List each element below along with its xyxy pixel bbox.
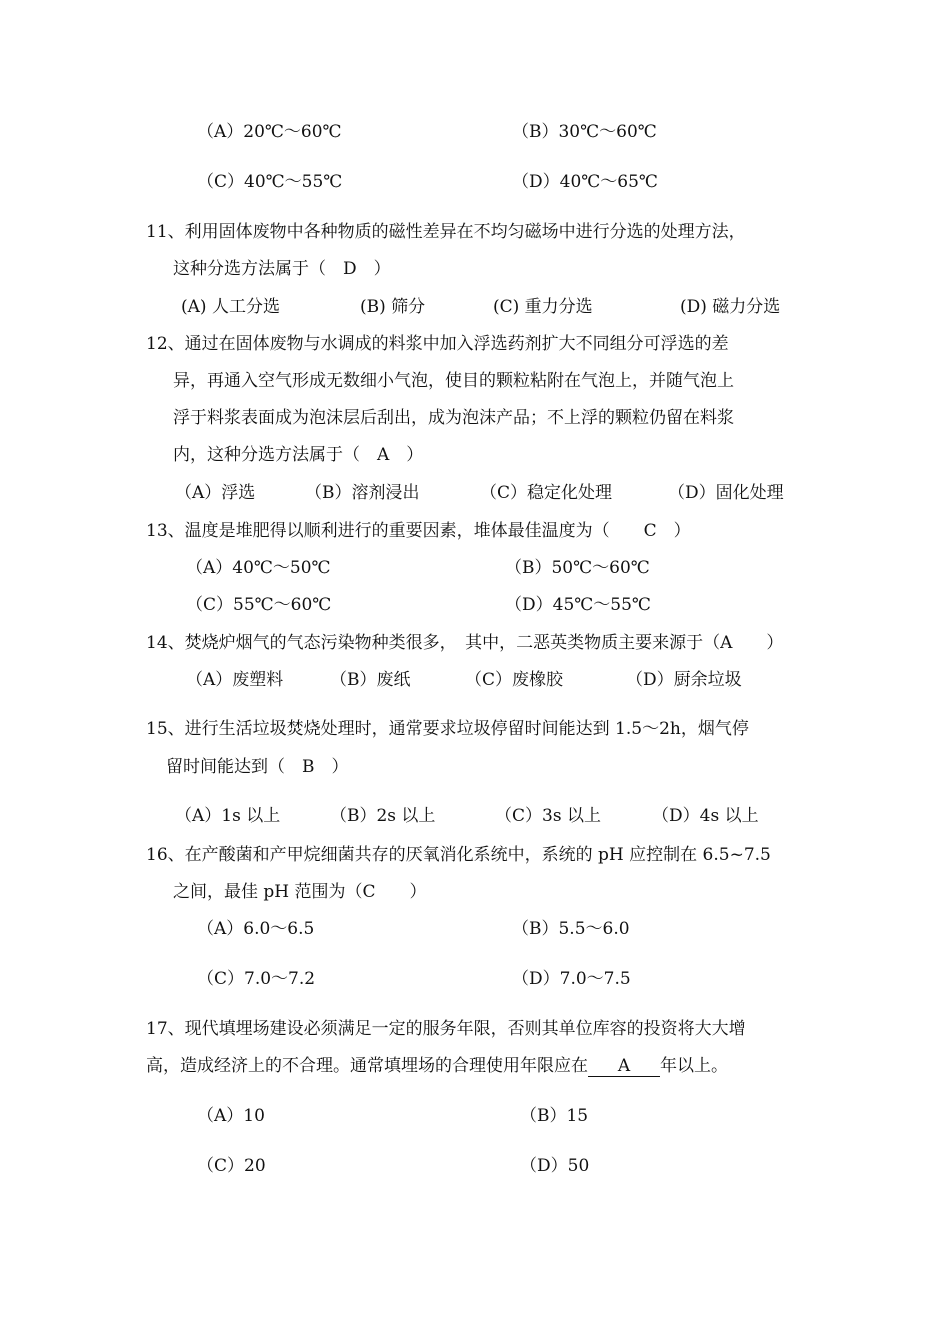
q17-text-line-1: 17、现代填埋场建设必须满足一定的服务年限，否则其单位库容的投资将大大增	[146, 1019, 746, 1039]
q13-option-a: （A）40℃～50℃	[186, 558, 331, 578]
q17-answer-blank: A	[588, 1056, 660, 1077]
q15-text-line-2: 留时间能达到（ B ）	[166, 757, 349, 777]
q14-option-a: （A）废塑料	[186, 670, 284, 690]
q10-option-d: （D）40℃～65℃	[512, 172, 658, 192]
q12-text-line-3: 浮于料浆表面成为泡沫层后刮出，成为泡沫产品；不上浮的颗粒仍留在料浆	[173, 408, 734, 428]
q12-option-a: （A）浮选	[175, 483, 256, 503]
q15-option-c: （C）3s 以上	[495, 806, 601, 826]
q10-option-a: （A）20℃～60℃	[197, 122, 342, 142]
q16-option-c: （C）7.0～7.2	[197, 969, 316, 989]
q11-option-a: (A) 人工分选	[181, 297, 280, 317]
q14-option-b: （B）废纸	[330, 670, 411, 690]
q17-option-b: （B）15	[520, 1106, 589, 1126]
q12-text-line-4: 内，这种分选方法属于（ A ）	[173, 445, 424, 465]
q10-option-c: （C）40℃～55℃	[197, 172, 343, 192]
q15-option-b: （B）2s 以上	[330, 806, 436, 826]
q15-text-line-1: 15、进行生活垃圾焚烧处理时，通常要求垃圾停留时间能达到 1.5～2h，烟气停	[146, 719, 749, 739]
q16-option-b: （B）5.5～6.0	[512, 919, 630, 939]
q16-text-line-1: 16、在产酸菌和产甲烷细菌共存的厌氧消化系统中，系统的 pH 应控制在 6.5~7.5	[146, 845, 771, 865]
q15-option-d: （D）4s 以上	[652, 806, 759, 826]
q10-option-b: （B）30℃～60℃	[512, 122, 657, 142]
q17-option-a: （A）10	[197, 1106, 265, 1126]
q11-text-line-1: 11、利用固体废物中各种物质的磁性差异在不均匀磁场中进行分选的处理方法，	[146, 222, 746, 242]
q17-text-line-2	[146, 1054, 728, 1078]
q13-option-b: （B）50℃～60℃	[505, 558, 650, 578]
q12-text-line-1: 12、通过在固体废物与水调成的料浆中加入浮选药剂扩大不同组分可浮选的差	[146, 334, 729, 354]
q11-option-c: (C) 重力分选	[493, 297, 593, 317]
q16-option-d: （D）7.0～7.5	[512, 969, 631, 989]
q17-option-c: （C）20	[197, 1156, 266, 1176]
q14-option-d: （D）厨余垃圾	[626, 670, 742, 690]
q17-line2-suffix: 年以上。	[660, 1056, 728, 1076]
q16-text-line-2: 之间，最佳 pH 范围为（C ）	[173, 882, 427, 902]
q12-text-line-2: 异，再通入空气形成无数细小气泡，使目的颗粒粘附在气泡上，并随气泡上	[173, 371, 734, 391]
q17-option-d: （D）50	[520, 1156, 590, 1176]
q11-text-line-2: 这种分选方法属于（ D ）	[173, 259, 391, 279]
q14-text-line-1: 14、焚烧炉烟气的气态污染物种类很多， 其中，二恶英类物质主要来源于（A ）	[146, 633, 784, 653]
q15-option-a: （A）1s 以上	[175, 806, 281, 826]
q16-option-a: （A）6.0～6.5	[197, 919, 315, 939]
q17-line2-prefix: 高，造成经济上的不合理。通常填埋场的合理使用年限应在	[146, 1056, 588, 1076]
q11-option-b: (B) 筛分	[360, 297, 426, 317]
q14-option-c: （C）废橡胶	[465, 670, 564, 690]
q13-option-c: （C）55℃～60℃	[186, 595, 332, 615]
q12-option-d: （D）固化处理	[668, 483, 784, 503]
q13-option-d: （D）45℃～55℃	[505, 595, 651, 615]
q12-option-c: （C）稳定化处理	[480, 483, 613, 503]
q13-text-line-1: 13、温度是堆肥得以顺利进行的重要因素，堆体最佳温度为（ C ）	[146, 521, 691, 541]
q12-option-b: （B）溶剂浸出	[305, 483, 420, 503]
q11-option-d: (D) 磁力分选	[680, 297, 781, 317]
